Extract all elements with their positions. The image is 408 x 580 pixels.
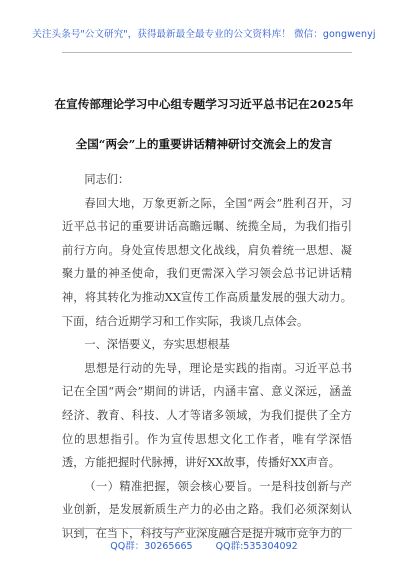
page-header: [0, 0, 408, 58]
paragraph-subsection-1: （一）精准把握，领会核心要旨。一是科技创新与产业创新，是发展新质生产力的必由之路。我们必须深刻认识到，在当下，科技与产业深度融合是提升城市竞争力的: [62, 479, 352, 540]
document-title-line-2: 全国“两会”上的重要讲话精神研讨交流会上的发言: [75, 137, 333, 151]
page-footer: [0, 528, 408, 580]
paragraph-section-1: 思想是行动的先导，理论是实践的指南。习近平总书记在全国“两会”期间的讲话，内涵丰富、意义深远，涵盖经济、教育、科技、人才等诸多领域，为我们提供了全方位的思想指引。作为宣传思想文化工作者，唯有学深悟透，方能把握时代脉搏，讲好XX故事，传播好XX声音。: [62, 361, 352, 470]
footer-qq-group-1: QQ群：30265665: [110, 541, 193, 552]
header-promo-text: 关注头条号"公文研究"，获得最新最全最专业的公文资料库！ 微信：gongwenyj: [32, 29, 376, 40]
document-body: [62, 168, 352, 546]
document-title-line-1: 在宣传部理论学习中心组专题学习习近平总书记在2025年: [54, 97, 354, 111]
section-heading-1: 一、深悟要义，夯实思想根基: [84, 338, 230, 352]
header-divider: [62, 52, 352, 53]
footer-contact: [0, 538, 408, 552]
footer-divider: [62, 528, 352, 529]
footer-qq-group-2: QQ群:535304092: [215, 541, 298, 552]
paragraph-intro: 春回大地，万象更新之际，全国“两会”胜利召开，习近平总书记的重要讲话高瞻远瞩、统揽全局，为我们指引前行方向。身处宣传思想文化战线，肩负着统一思想、凝聚力量的神圣使命，我们更需深入学习领会总书记讲话精神，将其转化为推动XX宣传工作高质量发展的强大动力。下面，结合近期学习和工作实际，我谈几点体会。: [62, 196, 352, 328]
salutation: 同志们：: [84, 173, 130, 186]
